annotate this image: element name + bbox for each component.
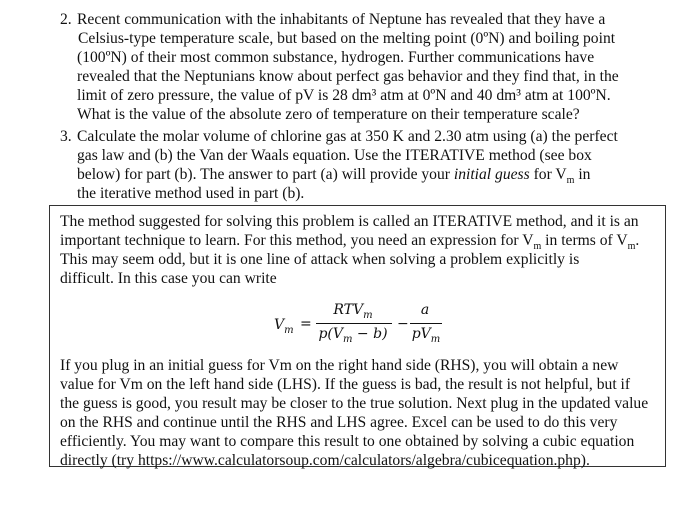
van-der-waals-equation (274, 302, 474, 352)
subscript: m (533, 241, 542, 253)
question-2-text (77, 10, 619, 124)
method-instructions (60, 356, 648, 470)
text-segment: . (635, 232, 640, 249)
text-line: gas law and (b) the Van der Waals equation. Use the ITERATIVE method (see box (77, 147, 592, 164)
text-line: difficult. In this case you can write (60, 270, 277, 287)
text-line: revealed that the Neptunians know about perfect gas behavior and they find that, in the (77, 68, 619, 85)
text-line: Calculate the molar volume of chlorine gas at 350 K and 2.30 atm using (a) the perfect (77, 128, 618, 145)
text-line: on the RHS and continue until the RHS and LHS agree. Excel can be used to do this very (60, 414, 618, 431)
equation-lhs: $V_m$ (274, 317, 294, 336)
question-3-text (77, 127, 618, 203)
text-segment: for V (529, 166, 567, 183)
text-line: What is the value of the absolute zero of temperature on their temperature scale? (77, 106, 580, 123)
fraction-1-bar (316, 323, 392, 324)
equation-equals: = (300, 316, 312, 332)
text-line: If you plug in an initial guess for Vm on the right hand side (RHS), you will obtain a new (60, 357, 619, 374)
text-segment: important technique to learn. For this method, you need an expression for V (60, 232, 534, 249)
italic-phrase: initial guess (453, 166, 530, 183)
equation-minus: − (397, 316, 409, 332)
text-segment: in (574, 166, 591, 183)
text-line: directly (try https://www.calculatorsoup.com/calculators/algebra/cubicequation.php). (60, 452, 590, 469)
text-segment: in terms of V (541, 232, 628, 249)
text-line: efficiently. You may want to compare this result to one obtained by solving a cubic equation (60, 433, 635, 450)
fraction-1-numerator: $RTV_m$ (333, 302, 373, 321)
text-line: Recent communication with the inhabitants of Neptune has revealed that they have a (77, 11, 606, 28)
method-intro (60, 212, 639, 288)
question-2-number: 2. (60, 11, 72, 28)
text-line: This may seem odd, but it is one line of attack when solving a problem explicitly is (60, 251, 580, 268)
text-line: the guess is good, you result may be closer to the true solution. Next plug in the updated value (60, 395, 649, 412)
text-line: value for Vm on the left hand side (LHS). If the guess is bad, the result is not helpful, but if (60, 376, 631, 393)
text-line: the iterative method used in part (b). (77, 185, 305, 202)
fraction-2-numerator: a (420, 302, 430, 318)
question-3-number: 3. (60, 128, 72, 145)
text-line: The method suggested for solving this problem is called an ITERATIVE method, and it is an (60, 213, 639, 230)
text-segment: below) for part (b). The answer to part (a) will provide your (77, 166, 454, 183)
fraction-1-denominator: $p(V_m - b)$ (318, 326, 388, 345)
text-line (60, 231, 640, 253)
subscript: m (627, 241, 636, 253)
subscript: m (566, 175, 575, 187)
method-box (49, 205, 666, 467)
text-line (77, 165, 618, 187)
text-line: limit of zero pressure, the value of pV is 28 dm³ atm at 0ºN and 40 dm³ atm at 100ºN. (77, 87, 611, 104)
text-line: (100ºN) of their most common substance, hydrogen. Further communications have (77, 49, 595, 66)
text-line: Celsius-type temperature scale, but based on the melting point (0ºN) and boiling point (78, 30, 616, 47)
fraction-2-denominator: $pV_m$ (411, 326, 441, 345)
fraction-2-bar (410, 323, 442, 324)
